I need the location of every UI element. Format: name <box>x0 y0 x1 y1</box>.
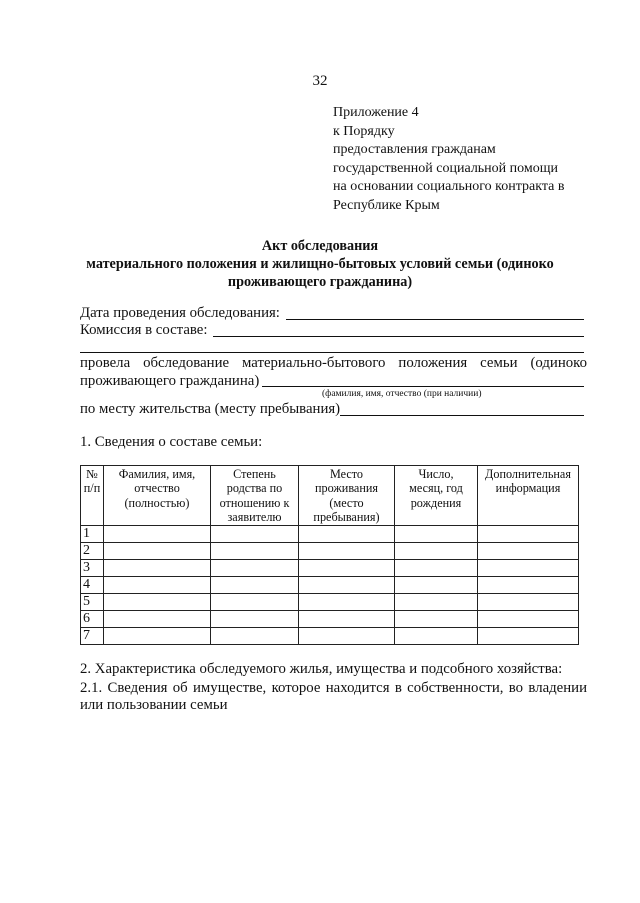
header-line: Степень <box>233 467 276 481</box>
header-line: родства по <box>226 481 283 496</box>
table-cell[interactable] <box>104 525 211 542</box>
table-cell[interactable] <box>395 576 478 593</box>
header-line: п/п <box>83 481 101 496</box>
title-line: материального положения и жилищно-бытовых условий семьи (одиноко <box>86 256 554 272</box>
commission-field-continued[interactable] <box>80 352 584 353</box>
title-line: проживающего гражданина) <box>227 274 413 290</box>
appendix-line: на основании социального контракта в <box>333 179 565 195</box>
table-cell[interactable] <box>395 525 478 542</box>
residence-label: по месту жительства (месту пребывания) <box>80 401 341 417</box>
table-cell[interactable] <box>104 593 211 610</box>
table-row <box>81 610 579 627</box>
table-cell[interactable] <box>478 627 579 644</box>
appendix-line: Приложение 4 <box>333 105 419 120</box>
table-header-row <box>81 466 579 526</box>
header-line: № <box>86 467 98 481</box>
commission-label: Комиссия в составе: <box>80 322 208 338</box>
header-line: (полностью) <box>124 495 190 510</box>
column-header-additional-info <box>478 466 579 526</box>
table-cell[interactable] <box>104 576 211 593</box>
table-cell[interactable] <box>299 610 395 627</box>
header-line: (место <box>329 495 364 510</box>
table-row <box>81 525 579 542</box>
header-line: Фамилия, имя, <box>118 467 196 481</box>
appendix-block <box>333 104 633 216</box>
table-row <box>81 576 579 593</box>
table-cell[interactable] <box>395 593 478 610</box>
row-number: 2 <box>81 542 104 559</box>
header-line: проживания <box>314 481 378 496</box>
appendix-line: Республике Крым <box>333 197 440 213</box>
table-cell[interactable] <box>478 610 579 627</box>
table-row <box>81 559 579 576</box>
residence-field[interactable] <box>340 415 584 416</box>
page-number: 32 <box>312 73 328 89</box>
row-number: 3 <box>81 559 104 576</box>
section2-1-text-cont: или пользовании семьи <box>80 697 228 713</box>
commission-field[interactable] <box>213 336 584 337</box>
table-cell[interactable] <box>478 576 579 593</box>
column-header-kinship <box>211 466 299 526</box>
table-cell[interactable] <box>211 542 299 559</box>
column-header-residence <box>299 466 395 526</box>
table-cell[interactable] <box>478 525 579 542</box>
appendix-line: к Порядку <box>333 123 395 139</box>
row-number: 4 <box>81 576 104 593</box>
table-row <box>81 627 579 644</box>
row-number: 5 <box>81 593 104 610</box>
table-cell[interactable] <box>299 576 395 593</box>
table-cell[interactable] <box>395 610 478 627</box>
row-number: 6 <box>81 610 104 627</box>
table-cell[interactable] <box>478 542 579 559</box>
table-cell[interactable] <box>104 559 211 576</box>
table-cell[interactable] <box>395 627 478 644</box>
appendix-line: предоставления гражданам <box>333 142 496 158</box>
table-cell[interactable] <box>395 559 478 576</box>
column-header-birthdate <box>395 466 478 526</box>
row-number: 1 <box>81 525 104 542</box>
table-cell[interactable] <box>299 542 395 559</box>
table-cell[interactable] <box>299 593 395 610</box>
table-cell[interactable] <box>211 576 299 593</box>
table-cell[interactable] <box>299 627 395 644</box>
appendix-line: государственной социальной помощи <box>333 160 559 176</box>
table-cell[interactable] <box>211 559 299 576</box>
table-cell[interactable] <box>211 593 299 610</box>
header-line: заявителю <box>227 510 282 525</box>
header-line: Место <box>329 467 364 481</box>
survey-date-label: Дата проведения обследования: <box>80 305 280 321</box>
table-row <box>81 593 579 610</box>
survey-date-field[interactable] <box>286 319 584 320</box>
citizen-name-field[interactable] <box>262 386 584 387</box>
table-cell[interactable] <box>104 627 211 644</box>
table-cell[interactable] <box>478 559 579 576</box>
header-line: отчество <box>134 481 180 496</box>
header-line: Дополнительная <box>485 467 571 481</box>
column-header-fullname <box>104 466 211 526</box>
header-line: пребывания) <box>313 510 380 525</box>
header-line: Число, <box>418 467 454 481</box>
header-line: отношению к <box>219 495 290 510</box>
header-line: информация <box>495 481 561 496</box>
title-line: Акт обследования <box>261 238 379 254</box>
table-cell[interactable] <box>211 525 299 542</box>
table-cell[interactable] <box>211 627 299 644</box>
table-cell[interactable] <box>104 610 211 627</box>
table-cell[interactable] <box>299 559 395 576</box>
family-composition-table <box>80 465 579 645</box>
table-cell[interactable] <box>104 542 211 559</box>
fio-hint: (фамилия, имя, отчество (при наличии) <box>322 389 482 399</box>
table-cell[interactable] <box>395 542 478 559</box>
table-cell[interactable] <box>478 593 579 610</box>
header-line: рождения <box>410 495 462 510</box>
section2-heading: 2. Характеристика обследуемого жилья, имущества и подсобного хозяйства: <box>80 661 563 677</box>
conducted-survey-text-cont: проживающего гражданина) <box>80 373 260 389</box>
section2-1-text: 2.1. Сведения об имуществе, которое находится в собственности, во владении <box>80 680 587 696</box>
header-line: месяц, год <box>409 481 463 496</box>
conducted-survey-text: провела обследование материально-бытового положения семьи (одиноко <box>80 355 587 371</box>
table-row <box>81 542 579 559</box>
table-cell[interactable] <box>211 610 299 627</box>
column-header-number <box>81 466 104 526</box>
document-title <box>60 237 580 291</box>
table-cell[interactable] <box>299 525 395 542</box>
row-number: 7 <box>81 627 104 644</box>
section1-heading: 1. Сведения о составе семьи: <box>80 434 263 450</box>
